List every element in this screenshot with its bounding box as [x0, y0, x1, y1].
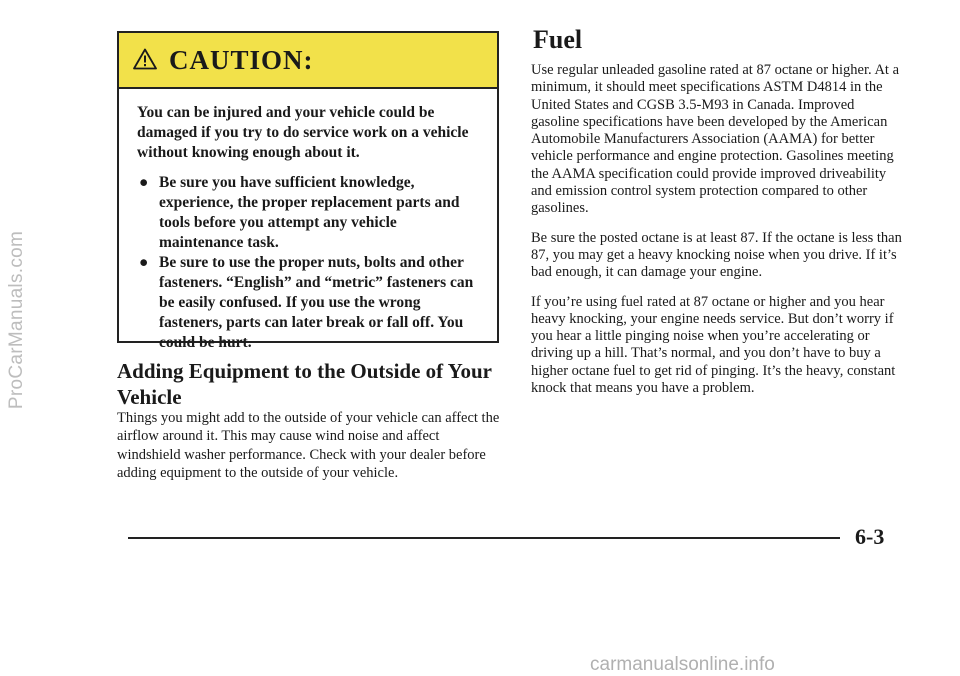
equipment-heading: Adding Equipment to the Outside of Your Vehicle — [117, 359, 492, 409]
caution-bullet-text: Be sure to use the proper nuts, bolts and other fasteners. “English” and “metric” fasteners can be easily confused. If you use the wrong fasteners, parts can later break or fall off. You could be hurt. — [159, 254, 474, 351]
caution-bullet-item — [137, 173, 479, 253]
caution-bullet-list — [137, 173, 479, 353]
fuel-paragraph: Use regular unleaded gasoline rated at 87 octane or higher. At a minimum, it should meet specifications ASTM D4814 in the United States and CGSB 3.5-M93 in Canada. Improved gasoline specifications have been developed by the American Automobile Manufacturers Association (AAMA) for better vehicle performance and engine protection. Gasolines meeting the AAMA specification could provide improved driveability and emission control system protection compared to other gasolines. — [531, 62, 900, 217]
bullet-icon: ● — [139, 254, 149, 271]
fuel-heading: Fuel — [533, 25, 583, 54]
bullet-icon: ● — [139, 174, 149, 191]
caution-bullet-text: Be sure you have sufficient knowledge, experience, the proper replacement parts and tools before you attempt any vehicle maintenance task. — [159, 174, 460, 251]
side-watermark-text: ProCarManuals.com — [6, 230, 27, 410]
caution-header — [119, 33, 497, 89]
warning-triangle-icon — [133, 48, 157, 70]
footer-divider — [128, 537, 840, 539]
caution-body — [119, 89, 497, 353]
caution-box — [117, 31, 499, 351]
bottom-watermark: carmanualsonline.info — [590, 654, 775, 675]
page-number: 6-3 — [855, 524, 885, 549]
caution-intro: You can be injured and your vehicle could be damaged if you try to do service work on a vehicle without knowing enough about it. — [137, 104, 469, 161]
fuel-paragraph: Be sure the posted octane is at least 87. If the octane is less than 87, you may get a heavy knocking noise when you drive. If it’s bad enough, it can damage your engine. — [531, 229, 902, 281]
caution-title: CAUTION: — [169, 45, 314, 75]
fuel-paragraph: If you’re using fuel rated at 87 octane or higher and you hear heavy knocking, your engine needs service. But don’t worry if you hear a little pinging noise when you’re accelerating or driving up a hill. That’s normal, and you don’t have to buy a higher octane fuel to get rid of pinging. It’s the heavy, constant knock that means you have a problem. — [531, 293, 896, 397]
fuel-section — [531, 62, 903, 409]
caution-bullet-item — [137, 253, 479, 353]
side-watermark — [4, 60, 30, 580]
equipment-paragraph: Things you might add to the outside of your vehicle can affect the airflow around it. This may cause wind noise and affect windshield washer performance. Check with your dealer before adding equipment to the outside of your vehicle. — [117, 410, 500, 481]
